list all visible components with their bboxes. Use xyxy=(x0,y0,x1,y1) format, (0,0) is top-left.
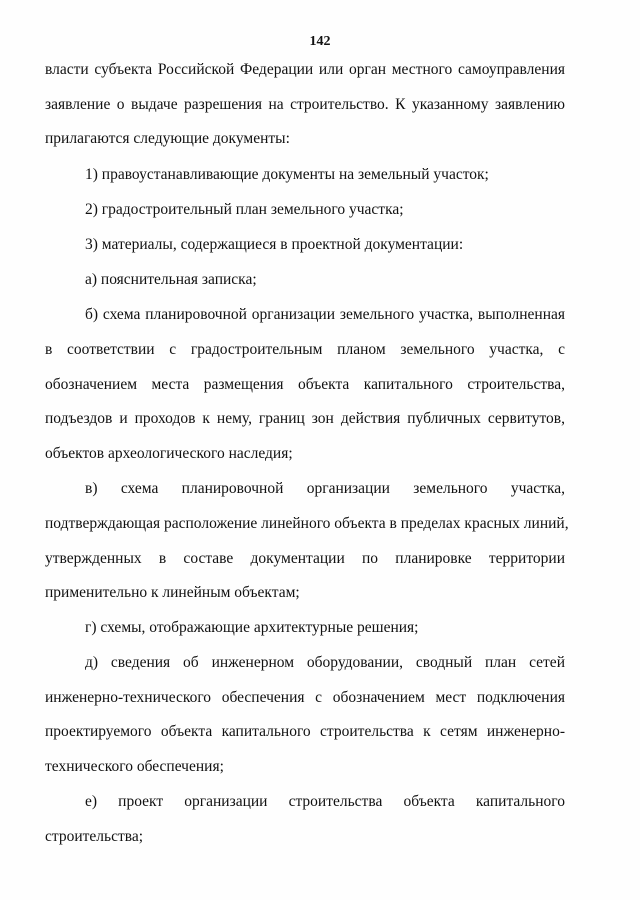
list-item: г) схемы, отображающие архитектурные решения; xyxy=(85,619,419,636)
list-item: а) пояснительная записка; xyxy=(85,271,257,288)
text-line: прилагаются следующие документы: xyxy=(45,130,290,147)
text-line: подъездов и проходов к нему, границ зон действия публичных сервитутов, xyxy=(45,410,565,427)
text-line: в соответствии с градостроительным планом земельного участка, с xyxy=(45,341,565,358)
list-item: е) проект организации строительства объекта капитального xyxy=(85,793,565,810)
text-line: проектируемого объекта капитального строительства к сетям инженерно- xyxy=(45,723,565,740)
text-line: обозначением места размещения объекта капитального строительства, xyxy=(45,376,565,393)
list-item: в) схема планировочной организации земельного участка, xyxy=(85,480,565,497)
text-line: заявление о выдаче разрешения на строительство. К указанному заявлению xyxy=(45,96,565,113)
list-item: 2) градостроительный план земельного участка; xyxy=(85,201,404,218)
list-item: 1) правоустанавливающие документы на земельный участок; xyxy=(85,166,489,183)
text-line: применительно к линейным объектам; xyxy=(45,584,300,601)
text-line: строительства; xyxy=(45,828,144,845)
page-number: 142 xyxy=(309,34,331,49)
text-line: утвержденных в составе документации по планировке территории xyxy=(45,550,565,567)
list-item: 3) материалы, содержащиеся в проектной документации: xyxy=(85,236,464,253)
list-item: б) схема планировочной организации земельного участка, выполненная xyxy=(85,306,565,323)
text-line: технического обеспечения; xyxy=(45,758,224,775)
text-line: подтверждающая расположение линейного объекта в пределах красных линий, xyxy=(45,515,569,532)
text-line: власти субъекта Российской Федерации или орган местного самоуправления xyxy=(45,61,565,78)
text-line: инженерно-технического обеспечения с обозначением мест подключения xyxy=(45,689,565,706)
list-item: д) сведения об инженерном оборудовании, сводный план сетей xyxy=(85,654,565,671)
text-line: объектов археологического наследия; xyxy=(45,445,293,462)
